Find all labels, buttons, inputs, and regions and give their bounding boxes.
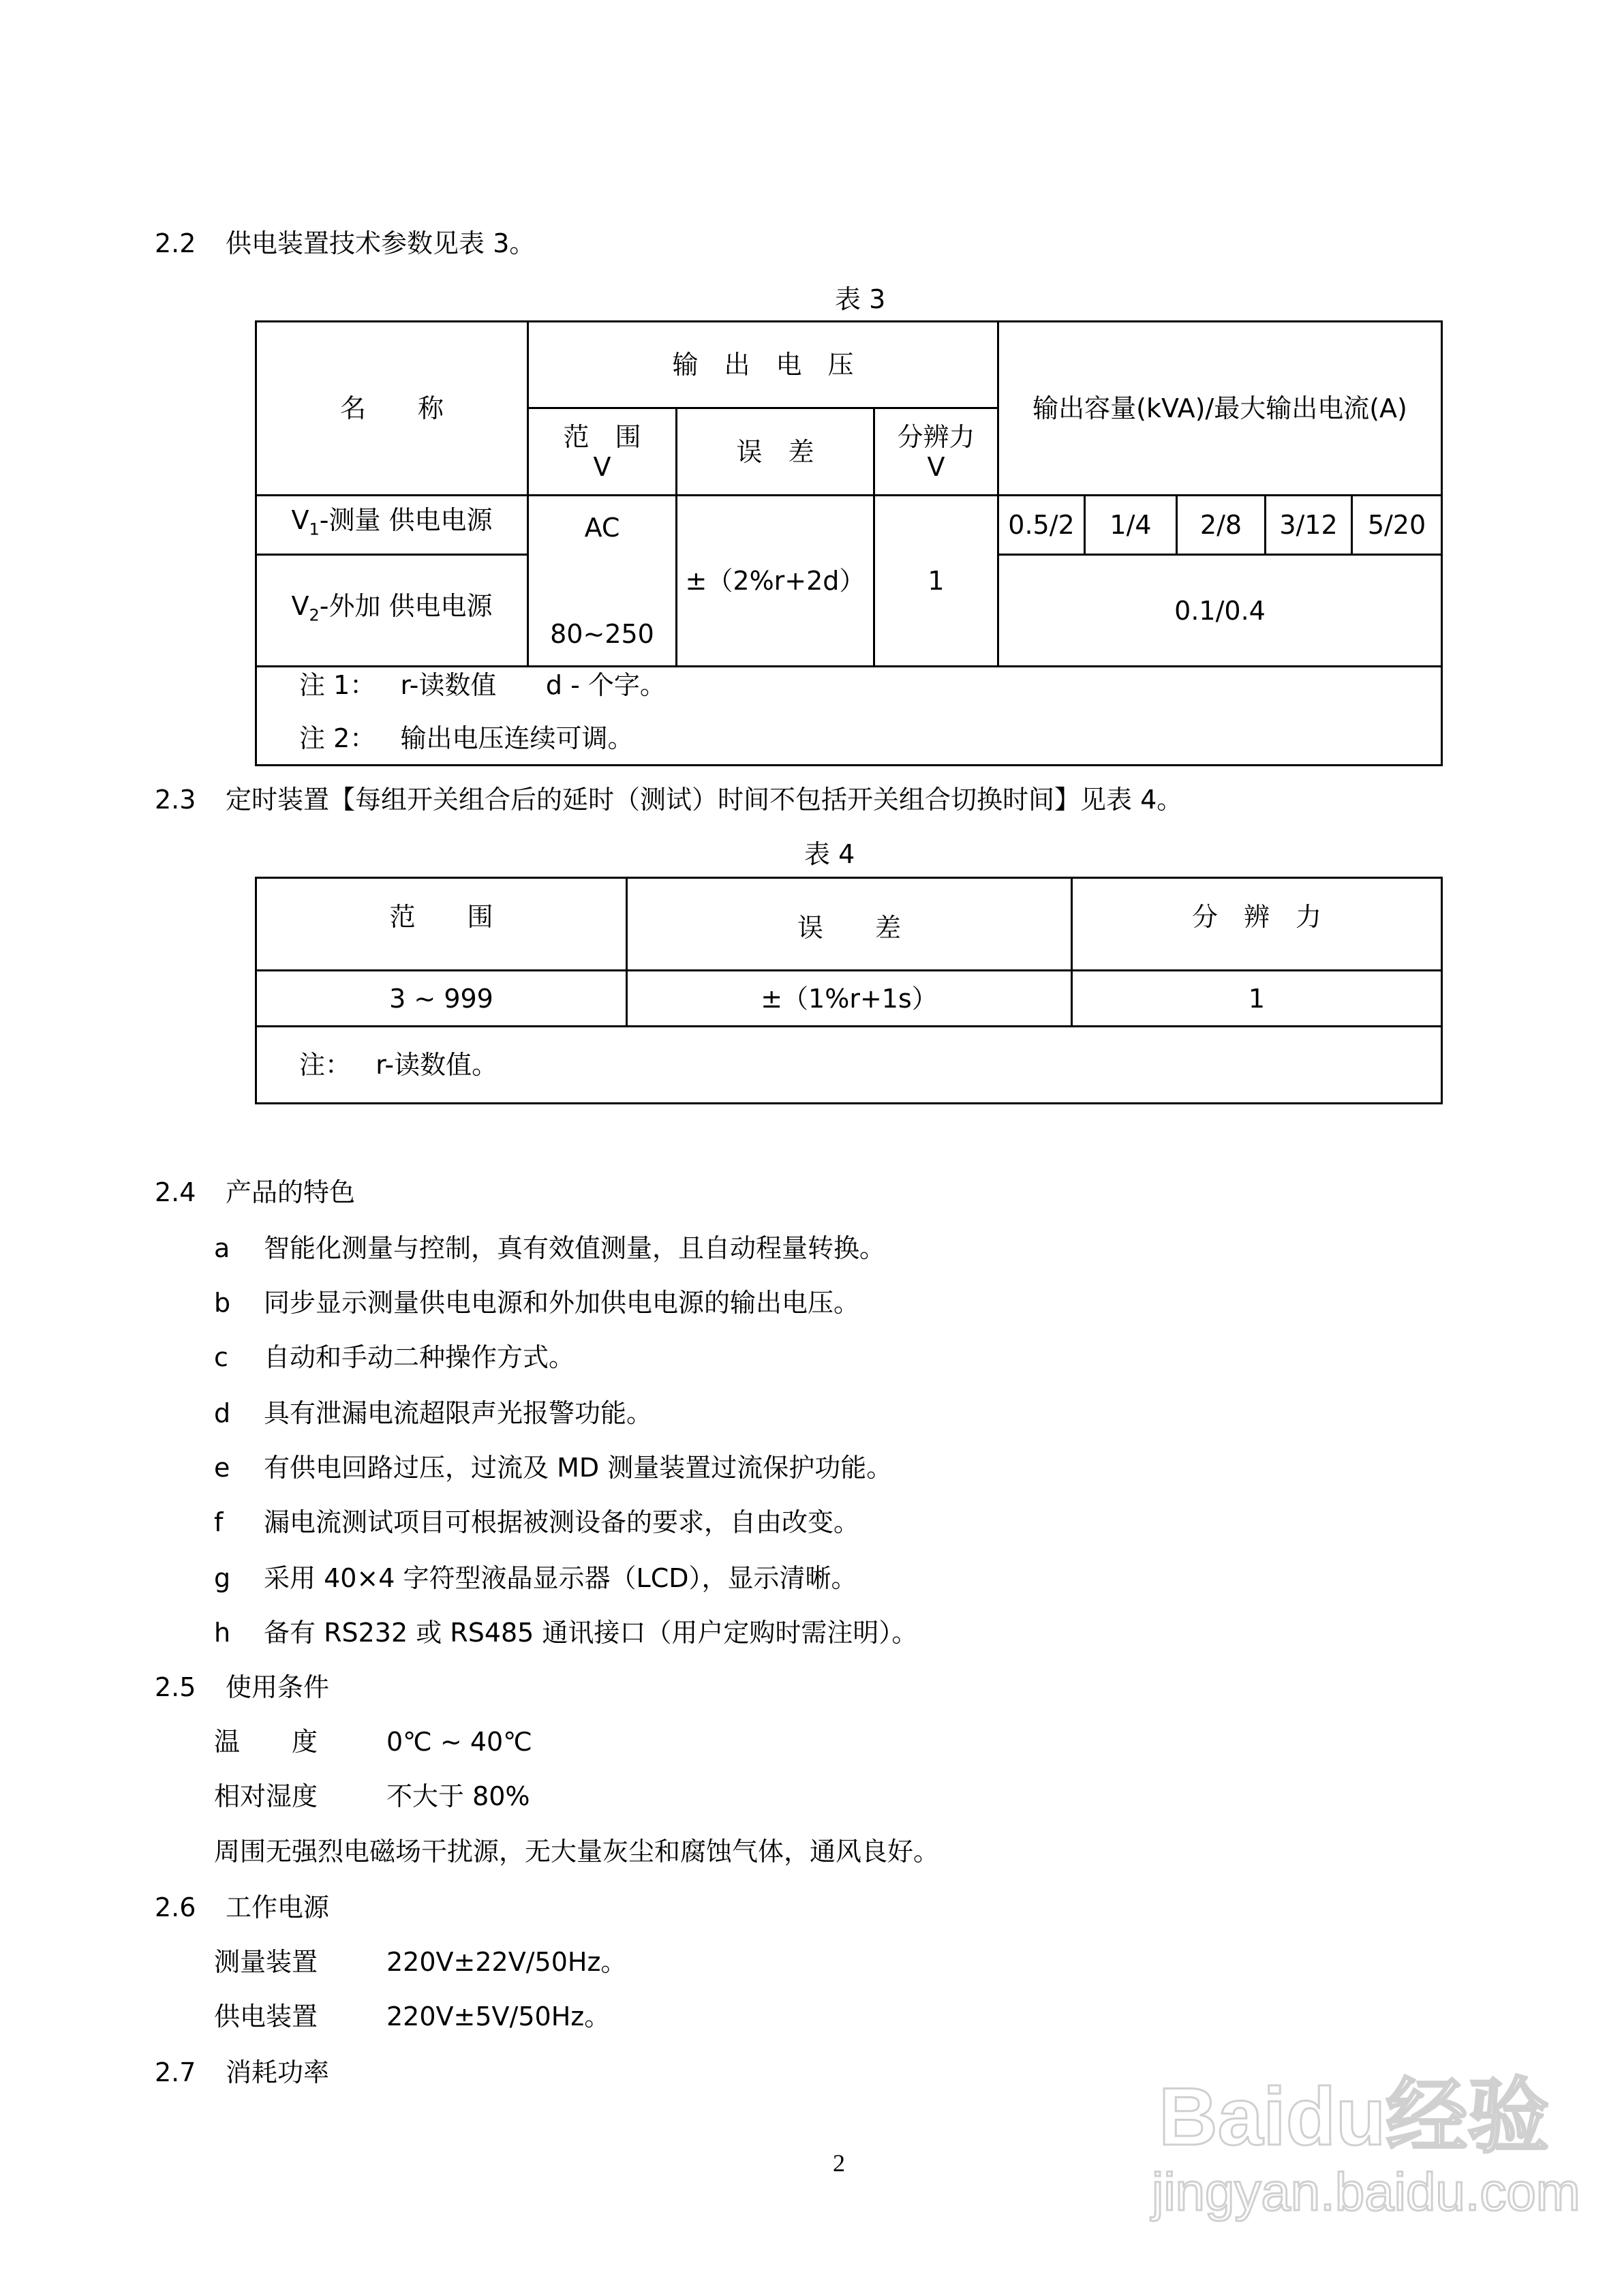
- row-v2-label: $V_2-$外加 供电电源: [256, 555, 528, 667]
- header-range: 范 围 V: [528, 408, 677, 496]
- table-caption: 表 3: [835, 284, 886, 314]
- table-4: [255, 877, 1443, 1104]
- error-value: ±（1%r+1s）: [627, 971, 1072, 1027]
- list-marker: e: [214, 1453, 230, 1483]
- v1-capacity: 2/8: [1177, 496, 1266, 555]
- v1-capacity: 3/12: [1266, 496, 1352, 555]
- list-item: 有供电回路过压，过流及 MD 测量装置过流保护功能。: [264, 1453, 893, 1483]
- table-caption: 表 4: [804, 839, 855, 869]
- row-v1-label: $V_1-$测量 供电电源: [256, 496, 528, 555]
- watermark-url: jingyan.baidu.com: [1152, 2162, 1580, 2222]
- header-error: 误 差: [627, 878, 1072, 971]
- section-text: 消耗功率: [226, 2057, 330, 2087]
- header-range: 范 围: [256, 878, 627, 971]
- section-number: 2.4: [155, 1177, 196, 1207]
- resolution-value: 1: [1072, 971, 1442, 1027]
- list-marker: h: [214, 1618, 231, 1648]
- section-text: 定时装置【每组开关组合后的延时（测试）时间不包括开关组合切换时间】见表 4。: [226, 785, 1183, 815]
- v2-capacity: 0.1/0.4: [998, 555, 1442, 667]
- table-notes: 注 1： r-读数值 d - 个字。 注 2： 输出电压连续可调。: [256, 667, 1442, 766]
- error-value: ±（2%r+2d）: [677, 496, 874, 667]
- list-item: 采用 40×4 字符型液晶显示器（LCD），显示清晰。: [264, 1563, 857, 1593]
- list-item: 备有 RS232 或 RS485 通讯接口（用户定购时需注明）。: [264, 1618, 918, 1648]
- measure-value: 220V±22V/50Hz。: [386, 1947, 627, 1977]
- measure-label: 测量装置: [214, 1947, 318, 1977]
- header-resolution: 分 辨 力: [1072, 878, 1442, 971]
- header-name: 名 称: [256, 322, 528, 496]
- power-supply-label: 供电装置: [214, 2002, 318, 2031]
- list-item: 同步显示测量供电电源和外加供电电源的输出电压。: [264, 1288, 860, 1318]
- table-3: [255, 320, 1443, 766]
- list-item: 漏电流测试项目可根据被测设备的要求，自由改变。: [264, 1507, 860, 1537]
- section-text: 供电装置技术参数见表 3。: [226, 228, 536, 258]
- list-item: 智能化测量与控制，真有效值测量，且自动程量转换。: [264, 1233, 886, 1263]
- section-number: 2.3: [155, 785, 196, 815]
- header-resolution: 分辨力 V: [874, 408, 998, 496]
- resolution-value: 1: [874, 496, 998, 667]
- list-item: 自动和手动二种操作方式。: [264, 1342, 575, 1372]
- section-text: 产品的特色: [226, 1177, 356, 1207]
- v1-capacity: 1/4: [1085, 496, 1177, 555]
- range-value: AC 80~250: [528, 496, 677, 667]
- v1-capacity: 0.5/2: [998, 496, 1085, 555]
- list-marker: f: [214, 1507, 224, 1537]
- environment-text: 周围无强烈电磁场干扰源，无大量灰尘和腐蚀气体，通风良好。: [214, 1837, 940, 1867]
- header-output-voltage: 输 出 电 压: [528, 322, 998, 408]
- watermark-logo: Baidu经验: [1159, 2071, 1550, 2162]
- page-number: 2: [833, 2149, 845, 2177]
- list-marker: c: [214, 1342, 228, 1372]
- header-error: 误 差: [677, 408, 874, 496]
- list-marker: d: [214, 1398, 231, 1428]
- list-item: 具有泄漏电流超限声光报警功能。: [264, 1398, 653, 1428]
- section-number: 2.5: [155, 1672, 196, 1702]
- humidity-label: 相对湿度: [214, 1781, 318, 1811]
- baidu-watermark: [1152, 2072, 1580, 2222]
- section-number: 2.6: [155, 1892, 196, 1922]
- list-marker: g: [214, 1563, 231, 1593]
- header-capacity: 输出容量(kVA)/最大输出电流(A): [998, 322, 1442, 496]
- section-number: 2.7: [155, 2057, 196, 2087]
- section-text: 工作电源: [226, 1892, 330, 1922]
- section-text: 使用条件: [226, 1672, 330, 1702]
- list-marker: a: [214, 1233, 230, 1263]
- humidity-value: 不大于 80%: [386, 1781, 530, 1811]
- power-supply-value: 220V±5V/50Hz。: [386, 2002, 611, 2031]
- list-marker: b: [214, 1288, 231, 1318]
- range-value: 3 ~ 999: [256, 971, 627, 1027]
- section-number: 2.2: [155, 228, 196, 258]
- temp-value: 0℃ ~ 40℃: [386, 1727, 532, 1757]
- table-note: 注： r-读数值。: [256, 1027, 1442, 1104]
- v1-capacity: 5/20: [1352, 496, 1442, 555]
- temp-label: 温 度: [214, 1727, 318, 1757]
